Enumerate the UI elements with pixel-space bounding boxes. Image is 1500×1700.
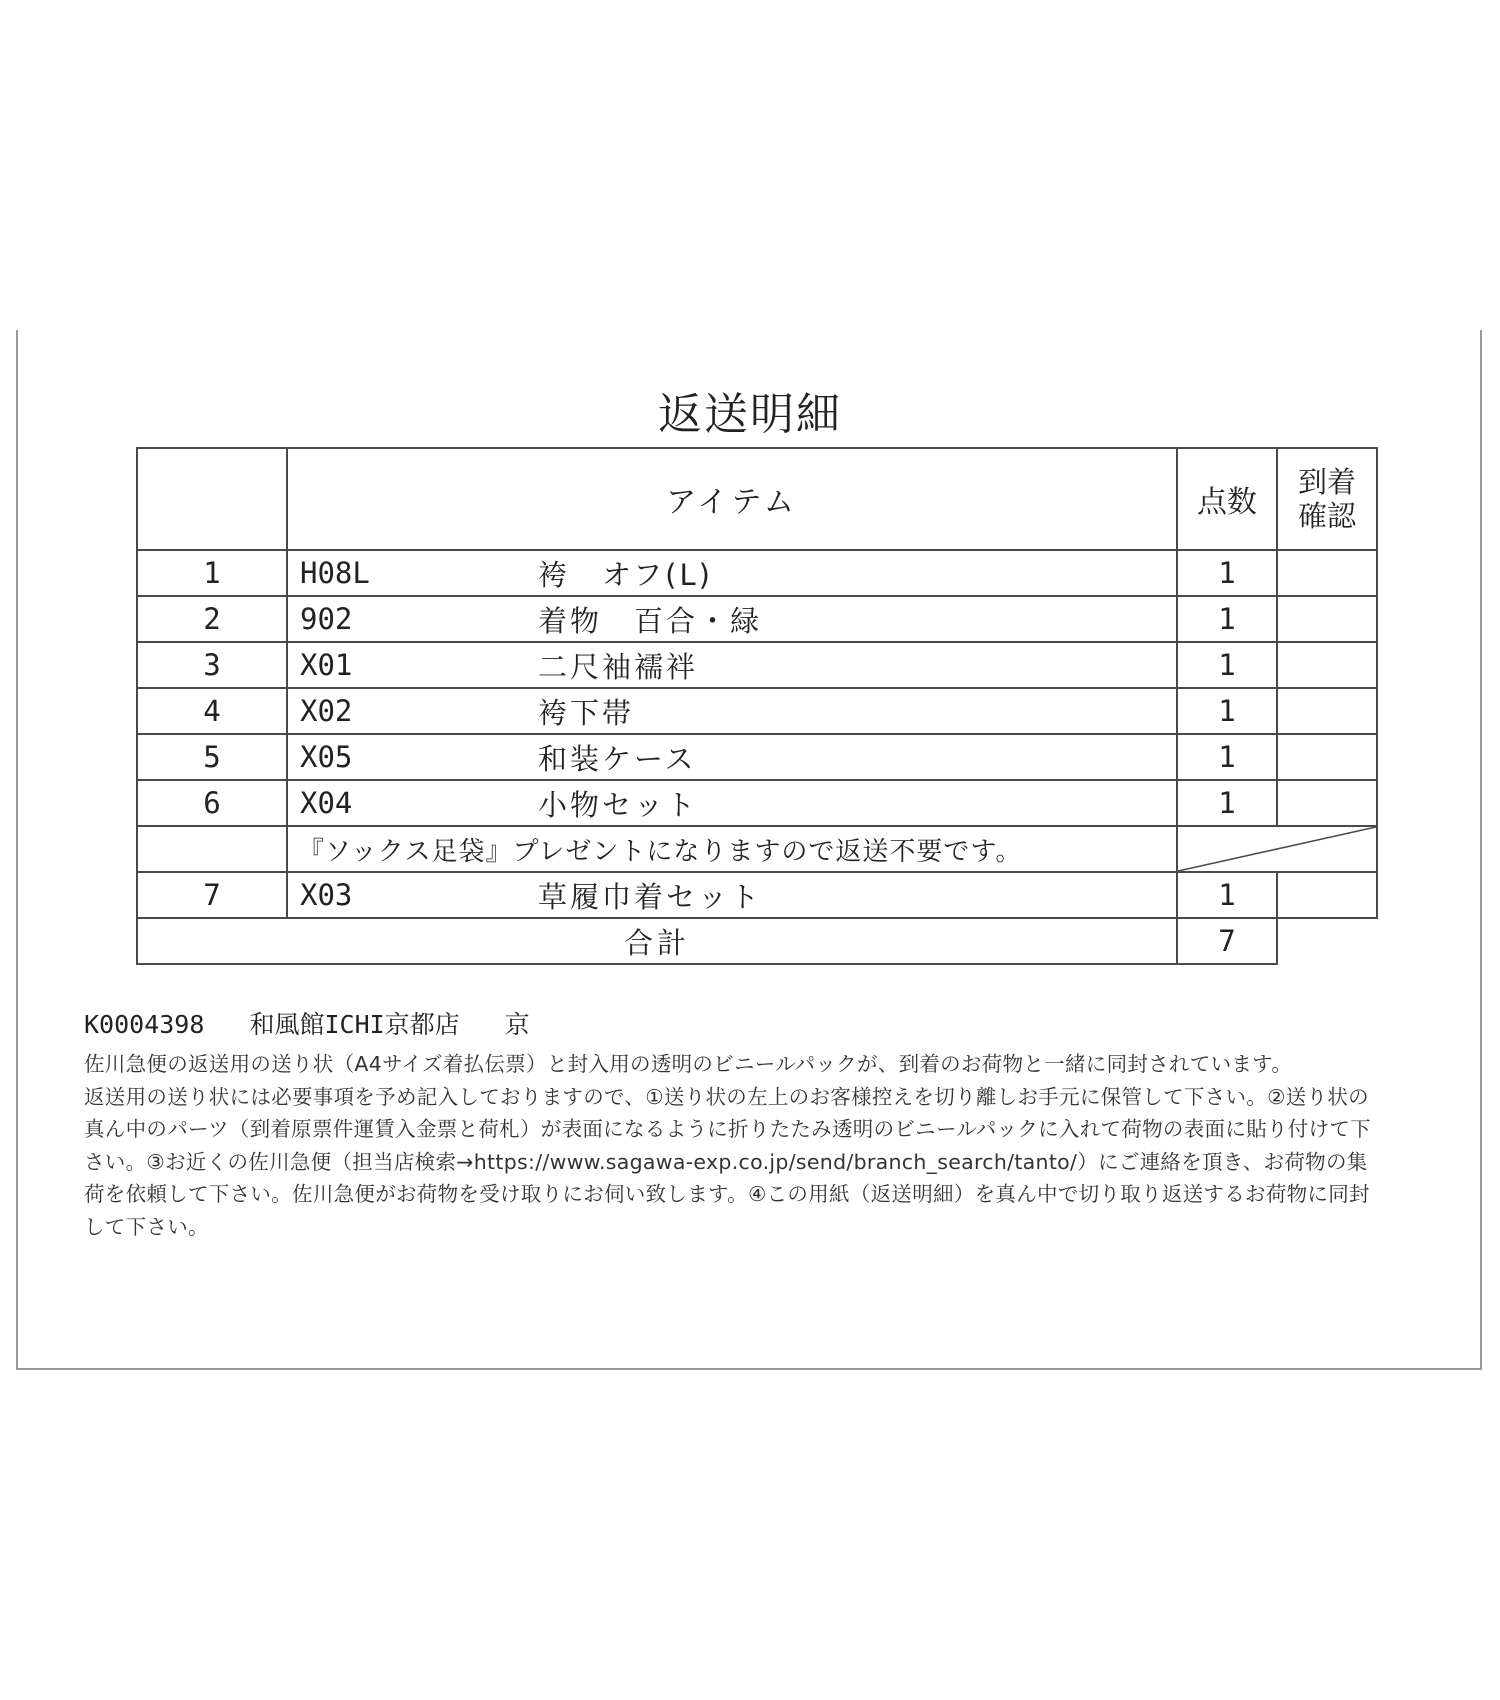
store-code: K0004398 <box>84 1010 205 1039</box>
header-no <box>137 448 287 550</box>
total-qty: 7 <box>1177 918 1277 964</box>
instruction-paragraph: 佐川急便の返送用の送り状（A4サイズ着払伝票）と封入用の透明のビニールパックが、到着のお荷物と一緒に同封されています。 <box>84 1052 1293 1076</box>
item-code: X05 <box>300 740 353 774</box>
table-row <box>137 780 1377 826</box>
row-no: 7 <box>137 872 287 918</box>
item-name: 着物 百合・緑 <box>538 603 763 638</box>
table-note-row <box>137 826 1377 872</box>
row-qty: 1 <box>1177 550 1277 596</box>
diagonal-strike <box>1178 827 1376 871</box>
item-name: 袴下帯 <box>538 695 635 730</box>
table-row <box>137 688 1377 734</box>
row-check-box <box>1277 688 1377 734</box>
row-no: 5 <box>137 734 287 780</box>
store-region: 京 <box>504 1010 530 1039</box>
table-header-row <box>137 448 1377 550</box>
header-qty: 点数 <box>1177 448 1277 550</box>
struck-out-cell <box>1177 826 1377 872</box>
header-check-line2: 確認 <box>1297 499 1356 533</box>
row-item <box>287 550 1177 596</box>
row-check-box <box>1277 596 1377 642</box>
row-qty: 1 <box>1177 780 1277 826</box>
row-item <box>287 642 1177 688</box>
row-item <box>287 596 1177 642</box>
return-instructions <box>84 1048 1384 1243</box>
item-name: 小物セット <box>538 787 699 822</box>
row-item <box>287 780 1177 826</box>
row-item <box>287 734 1177 780</box>
total-empty <box>1277 918 1377 964</box>
row-check-box <box>1277 734 1377 780</box>
item-code: X04 <box>300 786 353 820</box>
item-code: 902 <box>300 602 353 636</box>
page-title: 返送明細 <box>658 389 842 440</box>
note-text: 『ソックス足袋』プレゼントになりますので返送不要です。 <box>287 826 1177 872</box>
table-row <box>137 734 1377 780</box>
item-code: X01 <box>300 648 353 682</box>
item-name: 袴 オフ(L) <box>538 557 713 592</box>
row-no: 2 <box>137 596 287 642</box>
row-check-box <box>1277 642 1377 688</box>
row-no: 6 <box>137 780 287 826</box>
row-no: 1 <box>137 550 287 596</box>
header-item: アイテム <box>287 448 1177 550</box>
store-name: 和風館ICHI京都店 <box>249 1010 460 1039</box>
return-detail-table <box>136 447 1378 965</box>
row-item <box>287 688 1177 734</box>
row-item <box>287 872 1177 918</box>
row-qty: 1 <box>1177 642 1277 688</box>
item-name: 和装ケース <box>538 741 697 776</box>
table-row <box>137 596 1377 642</box>
item-code: H08L <box>300 556 370 590</box>
instruction-paragraph: 返送用の送り状には必要事項を予め記入しておりますので、①送り状の左上のお客様控えを切り離しお手元に保管して下さい。②送り状の真ん中のパーツ（到着原票件運賃入金票と荷札）が表面になるように折りたたみ透明のビニールパックに入れて荷物の表面に貼り付けて下さい。③お近くの佐川急便（担当店検索→https://www.sagawa-exp.co.jp/send/branch_search/tanto/）にご連絡を頂き、お荷物の集荷を依頼して下さい。佐川急便がお荷物を受け取りにお伺い致します。④この用紙（返送明細）を真ん中で切り取り返送するお荷物に同封して下さい。 <box>84 1084 1371 1239</box>
table-row <box>137 642 1377 688</box>
table-total-row <box>137 918 1377 964</box>
row-qty: 1 <box>1177 688 1277 734</box>
total-label: 合計 <box>137 918 1177 964</box>
header-arrival-check <box>1277 448 1377 550</box>
row-qty: 1 <box>1177 872 1277 918</box>
row-qty: 1 <box>1177 734 1277 780</box>
item-name: 草履巾着セット <box>538 879 763 914</box>
item-code: X03 <box>300 878 353 912</box>
row-check-box <box>1277 550 1377 596</box>
item-code: X02 <box>300 694 353 728</box>
row-qty: 1 <box>1177 596 1277 642</box>
store-info <box>84 1005 560 1041</box>
note-no-cell <box>137 826 287 872</box>
item-name: 二尺袖襦袢 <box>538 649 699 684</box>
table-row <box>137 872 1377 918</box>
row-no: 3 <box>137 642 287 688</box>
table-row <box>137 550 1377 596</box>
row-check-box <box>1277 872 1377 918</box>
header-check-line1: 到着 <box>1297 465 1356 499</box>
row-check-box <box>1277 780 1377 826</box>
row-no: 4 <box>137 688 287 734</box>
